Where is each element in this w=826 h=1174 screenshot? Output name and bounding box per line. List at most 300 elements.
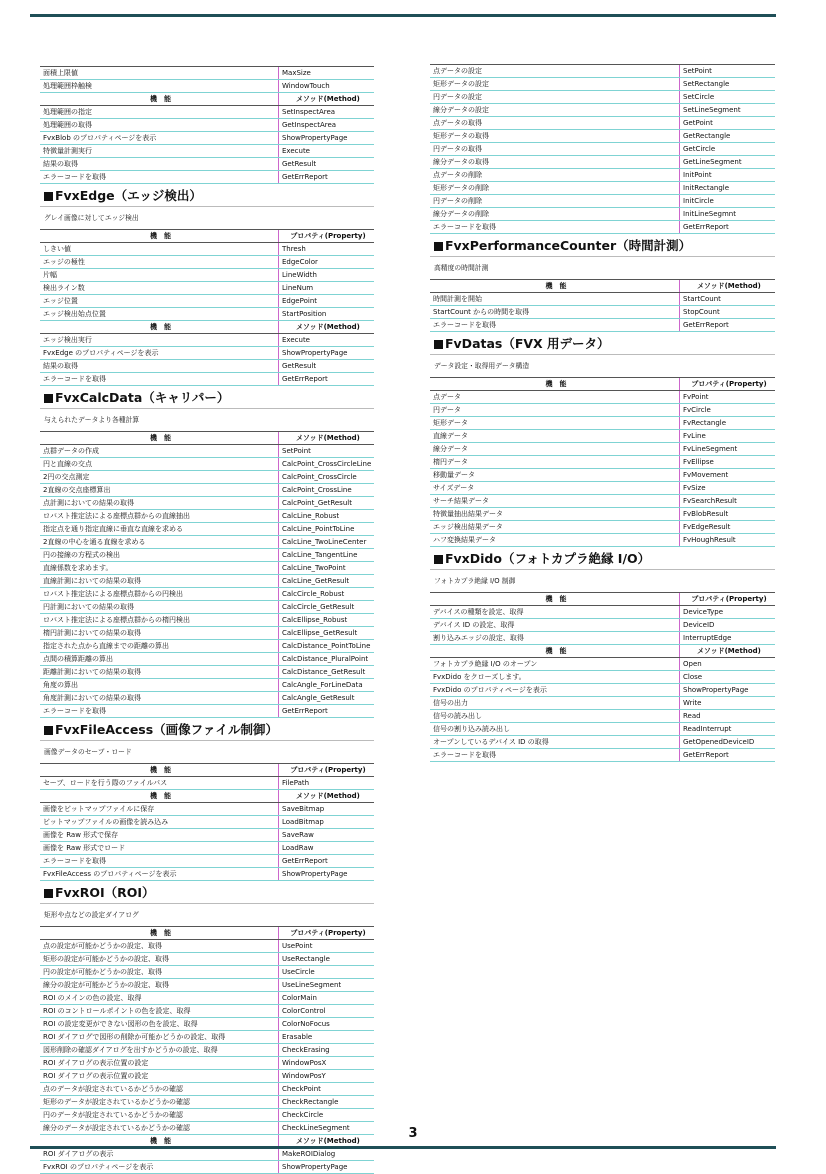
cell-function: 画像をビットマップファイルに保存	[40, 803, 279, 815]
column-header-member: メソッド(Method)	[296, 323, 360, 331]
table-row	[40, 1031, 374, 1044]
table-row	[40, 1083, 374, 1096]
cell-member: Execute	[282, 147, 310, 155]
cell-function: 円の設定が可能かどうかの設定、取得	[40, 966, 279, 978]
cell-member: ShowPropertyPage	[282, 870, 348, 878]
cell-member: SetPoint	[683, 67, 712, 75]
cell-function: 結果の取得	[40, 158, 279, 170]
cell-member: SetCircle	[683, 93, 715, 101]
cell-function: 検出ライン数	[40, 282, 279, 294]
cell-function: 指定点を通り指定直線に垂直な直線を求める	[40, 523, 279, 535]
square-bullet-icon	[434, 340, 443, 349]
table-row	[430, 710, 775, 723]
cell-function: 画像を Raw 形式でロード	[40, 842, 279, 854]
cell-member: ReadInterrupt	[683, 725, 732, 733]
cell-member: ColorMain	[282, 994, 317, 1002]
cell-member: CalcAngle_GetResult	[282, 694, 355, 702]
fvxroi-properties-table	[40, 926, 374, 1135]
table-row	[40, 1018, 374, 1031]
table-row	[40, 360, 374, 373]
cell-member: FvPoint	[683, 393, 709, 401]
table-row	[430, 658, 775, 671]
table-row	[40, 653, 374, 666]
table-row	[40, 295, 374, 308]
cell-function: 画像を Raw 形式で保存	[40, 829, 279, 841]
cell-function: エラーコードを取得	[430, 221, 680, 233]
section-desc-fvxdido: フォトカプラ絶縁 I/O 制御	[430, 569, 775, 592]
cell-function: 割り込みエッジの設定、取得	[430, 632, 680, 644]
cell-function: ROI ダイアログで図形の削除か可能かどうかの設定、取得	[40, 1031, 279, 1043]
cell-member: Close	[683, 673, 703, 681]
cell-member: CalcDistance_PluralPoint	[282, 655, 369, 663]
cell-member: FvBlobResult	[683, 510, 729, 518]
table-row	[40, 705, 374, 718]
cell-function: 線分のデータが設定されているかどうかの確認	[40, 1122, 279, 1134]
cell-function: 線分データの設定	[430, 104, 680, 116]
cell-member: LineNum	[282, 284, 314, 292]
cell-member: CalcLine_TwoLineCenter	[282, 538, 367, 546]
cell-member: FvEllipse	[683, 458, 714, 466]
cell-function: 楕円計測においての結果の取得	[40, 627, 279, 639]
table-header-row	[430, 280, 775, 293]
cell-member: SaveRaw	[282, 831, 314, 839]
table-row	[40, 692, 374, 705]
fvxdido-methods-table	[430, 645, 775, 762]
table-header-row	[40, 230, 374, 243]
table-row	[40, 1070, 374, 1083]
table-row	[40, 614, 374, 627]
table-row	[430, 404, 775, 417]
cell-member: DeviceID	[683, 621, 715, 629]
cell-function: 2円の交点測定	[40, 471, 279, 483]
section-title-text: FvDatas（FVX 用データ）	[445, 336, 610, 351]
table-row	[430, 469, 775, 482]
cell-function: 指定された点から直線までの距離の算出	[40, 640, 279, 652]
cell-member: SetLineSegment	[683, 106, 741, 114]
cell-function: 点間の積算距離の算出	[40, 653, 279, 665]
cell-function: エッジの極性	[40, 256, 279, 268]
square-bullet-icon	[434, 555, 443, 564]
cell-member: FvLine	[683, 432, 706, 440]
table-row	[430, 130, 775, 143]
column-header-function: 機 能	[40, 230, 279, 242]
cell-function: FvxDido をクローズします。	[430, 671, 680, 683]
table-row	[430, 182, 775, 195]
column-header-member: プロパティ(Property)	[691, 595, 767, 603]
cell-member: CalcLine_TwoPoint	[282, 564, 346, 572]
cell-function: 線分データの取得	[430, 156, 680, 168]
cell-member: InitPoint	[683, 171, 712, 179]
table-row	[40, 601, 374, 614]
top-rule	[30, 14, 776, 17]
cell-member: GetPoint	[683, 119, 713, 127]
section-title-fvxedge	[40, 184, 374, 206]
column-header-function: 機 能	[40, 927, 279, 939]
table-row	[430, 195, 775, 208]
table-row	[430, 749, 775, 762]
table-row	[430, 723, 775, 736]
cell-function: サイズデータ	[430, 482, 680, 494]
table-row	[40, 171, 374, 184]
cell-function: 信号の出力	[430, 697, 680, 709]
cell-function: 時間計測を開始	[430, 293, 680, 305]
cell-member: FilePath	[282, 779, 310, 787]
cell-member: ShowPropertyPage	[282, 349, 348, 357]
cell-function: 矩形データの削除	[430, 182, 680, 194]
cell-member: ShowPropertyPage	[282, 134, 348, 142]
table-row	[40, 458, 374, 471]
cell-member: FvHoughResult	[683, 536, 736, 544]
cell-function: 円データの取得	[430, 143, 680, 155]
cell-function: 点データの削除	[430, 169, 680, 181]
cell-member: Open	[683, 660, 702, 668]
table-row	[430, 208, 775, 221]
table-row	[430, 117, 775, 130]
cell-function: 信号の割り込み読み出し	[430, 723, 680, 735]
table-row	[40, 816, 374, 829]
table-row	[40, 829, 374, 842]
table-row	[40, 334, 374, 347]
column-header-function: 機 能	[430, 280, 680, 292]
cell-function: 矩形のデータが設定されているかどうかの確認	[40, 1096, 279, 1108]
table-row	[430, 65, 775, 78]
fvxfileaccess-properties-table	[40, 763, 374, 790]
cell-function: ROI のメインの色の設定、取得	[40, 992, 279, 1004]
section-title-text: FvxROI（ROI）	[55, 885, 155, 900]
cell-function: エッジ検出結果データ	[430, 521, 680, 533]
table-row	[430, 671, 775, 684]
cell-member: StartPosition	[282, 310, 327, 318]
cell-member: GetInspectArea	[282, 121, 337, 129]
table-header-row	[430, 645, 775, 658]
fvxedge-properties-table	[40, 229, 374, 321]
table-row	[40, 588, 374, 601]
cell-function: デバイス ID の設定、取得	[430, 619, 680, 631]
section-desc-fvxfileaccess: 画像データのセーブ・ロード	[40, 740, 374, 763]
table-row	[40, 627, 374, 640]
fvdatas-properties-table	[430, 377, 775, 547]
cell-function: 角度の算出	[40, 679, 279, 691]
cell-member: UseRectangle	[282, 955, 330, 963]
cell-function: 円のデータが設定されているかどうかの確認	[40, 1109, 279, 1121]
cell-function: 2直線の交点座標算出	[40, 484, 279, 496]
cell-function: StartCount からの時間を取得	[430, 306, 680, 318]
table-row	[40, 523, 374, 536]
cell-member: UsePoint	[282, 942, 313, 950]
table-header-row	[40, 321, 374, 334]
table-row	[40, 549, 374, 562]
column-header-member: メソッド(Method)	[296, 1137, 360, 1145]
cell-member: ShowPropertyPage	[683, 686, 749, 694]
cell-member: FvEdgeResult	[683, 523, 731, 531]
cell-member: SetInspectArea	[282, 108, 336, 116]
cell-function: 円データの削除	[430, 195, 680, 207]
table-row	[40, 269, 374, 282]
cell-member: InitLineSegmnt	[683, 210, 736, 218]
table-row	[40, 256, 374, 269]
cell-member: WindowPosX	[282, 1059, 327, 1067]
bottom-rule	[30, 1146, 776, 1149]
cell-member: InitRectangle	[683, 184, 730, 192]
cell-member: StopCount	[683, 308, 720, 316]
cell-member: FvSearchResult	[683, 497, 737, 505]
table-header-row	[40, 764, 374, 777]
cell-function: ROI のコントロールポイントの色を設定、取得	[40, 1005, 279, 1017]
column-header-function: 機 能	[40, 93, 279, 105]
section-title-fvxdido	[430, 547, 775, 569]
cell-member: SaveBitmap	[282, 805, 325, 813]
section-title-fvxfileaccess	[40, 718, 374, 740]
table-row	[40, 1109, 374, 1122]
table-row	[40, 445, 374, 458]
table-row	[430, 91, 775, 104]
fvxdido-properties-table	[430, 592, 775, 645]
cell-member: ColorControl	[282, 1007, 326, 1015]
section-desc-fvxcalcdata: 与えられたデータより各種計算	[40, 408, 374, 431]
cell-member: CalcDistance_GetResult	[282, 668, 366, 676]
cell-member: CheckCircle	[282, 1111, 324, 1119]
cell-function: 図形削除の確認ダイアログを出すかどうかの設定、取得	[40, 1044, 279, 1056]
cell-member: WindowTouch	[282, 82, 330, 90]
table-row	[430, 143, 775, 156]
cell-member: UseCircle	[282, 968, 315, 976]
column-header-member: プロパティ(Property)	[290, 232, 366, 240]
cell-member: GetRectangle	[683, 132, 731, 140]
cell-function: 点データの設定	[430, 65, 680, 77]
cell-member: MakeROIDialog	[282, 1150, 336, 1158]
cell-member: CalcDistance_PointToLine	[282, 642, 371, 650]
table-row	[40, 106, 374, 119]
table-row	[40, 119, 374, 132]
column-header-function: 機 能	[40, 432, 279, 444]
cell-function: 処理範囲の取得	[40, 119, 279, 131]
square-bullet-icon	[44, 192, 53, 201]
table-header-row	[40, 93, 374, 106]
cell-member: CheckLineSegment	[282, 1124, 350, 1132]
table-row	[40, 497, 374, 510]
fvxperformancecounter-methods-table	[430, 279, 775, 332]
section-title-fvxroi	[40, 881, 374, 903]
cell-function: 処理範囲の指定	[40, 106, 279, 118]
cell-function: FvxROI のプロパティページを表示	[40, 1161, 279, 1173]
cell-member: WindowPosY	[282, 1072, 326, 1080]
column-header-function: 機 能	[430, 645, 680, 657]
table-row	[430, 293, 775, 306]
cell-member: FvCircle	[683, 406, 711, 414]
section-title-text: FvxPerformanceCounter（時間計測）	[445, 238, 692, 253]
cell-member: CalcEllipse_GetResult	[282, 629, 358, 637]
cell-member: CalcLine_Robust	[282, 512, 340, 520]
cell-function: フォトカプラ絶縁 I/O のオープン	[430, 658, 680, 670]
cell-member: Execute	[282, 336, 310, 344]
table-row	[430, 508, 775, 521]
cell-member: FvRectangle	[683, 419, 727, 427]
cell-member: CheckErasing	[282, 1046, 330, 1054]
cell-function: エラーコードを取得	[40, 171, 279, 183]
cell-member: UseLineSegment	[282, 981, 342, 989]
table-row	[430, 104, 775, 117]
section-title-text: FvxDido（フォトカプラ絶縁 I/O）	[445, 551, 651, 566]
cell-function: ROI ダイアログの表示位置の設定	[40, 1057, 279, 1069]
cell-function: 矩形データ	[430, 417, 680, 429]
table-row	[40, 868, 374, 881]
cell-function: 直線計測においての結果の取得	[40, 575, 279, 587]
column-header-function: 機 能	[40, 790, 279, 802]
column-header-member: メソッド(Method)	[296, 434, 360, 442]
cell-member: InitCircle	[683, 197, 714, 205]
table-row	[430, 221, 775, 234]
cell-member: GetOpenedDeviceID	[683, 738, 755, 746]
left-column	[40, 66, 374, 1174]
cell-function: ハフ変換結果データ	[430, 534, 680, 546]
right-column	[430, 64, 775, 762]
cell-function: ROI の設定変更ができない図形の色を設定、取得	[40, 1018, 279, 1030]
table-row	[40, 940, 374, 953]
column-header-member: メソッド(Method)	[697, 647, 761, 655]
cell-member: CalcCircle_Robust	[282, 590, 345, 598]
cell-function: サーチ結果データ	[430, 495, 680, 507]
cell-member: DeviceType	[683, 608, 724, 616]
cell-function: 特徴量抽出結果データ	[430, 508, 680, 520]
cell-member: CalcLine_GetResult	[282, 577, 350, 585]
table-row	[430, 78, 775, 91]
cell-member: CalcAngle_ForLineData	[282, 681, 363, 689]
cell-function: ビットマップファイルの画像を読み込み	[40, 816, 279, 828]
cell-function: 信号の読み出し	[430, 710, 680, 722]
cell-function: ROI ダイアログの表示	[40, 1148, 279, 1160]
table-row	[40, 1044, 374, 1057]
table-row	[40, 308, 374, 321]
table-row	[40, 373, 374, 386]
table-row	[40, 979, 374, 992]
cell-member: SetRectangle	[683, 80, 730, 88]
cell-function: 線分データの削除	[430, 208, 680, 220]
cell-function: 点データ	[430, 391, 680, 403]
table-row	[430, 736, 775, 749]
cell-function: デバイスの種類を設定、取得	[430, 606, 680, 618]
table-row	[430, 606, 775, 619]
table-row	[40, 842, 374, 855]
cell-member: Write	[683, 699, 702, 707]
cell-function: 面積上限値	[40, 67, 279, 79]
table-row	[430, 521, 775, 534]
cell-member: CalcEllipse_Robust	[282, 616, 348, 624]
table-row	[430, 619, 775, 632]
left-top-methods	[40, 93, 374, 184]
table-row	[430, 417, 775, 430]
cell-function: ROI ダイアログの表示位置の設定	[40, 1070, 279, 1082]
fvxedge-methods-table	[40, 321, 374, 386]
cell-member: GetErrReport	[282, 173, 328, 181]
table-row	[40, 243, 374, 256]
cell-member: GetCircle	[683, 145, 716, 153]
table-row	[40, 471, 374, 484]
table-row	[40, 1161, 374, 1174]
cell-function: ロバスト推定法による座標点群からの直線抽出	[40, 510, 279, 522]
cell-function: エラーコードを取得	[40, 373, 279, 385]
column-header-member: メソッド(Method)	[296, 95, 360, 103]
cell-member: ColorNoFocus	[282, 1020, 330, 1028]
cell-member: CheckRectangle	[282, 1098, 339, 1106]
cell-function: 結果の取得	[40, 360, 279, 372]
cell-function: 矩形データの取得	[430, 130, 680, 142]
table-row	[430, 697, 775, 710]
table-row	[430, 443, 775, 456]
cell-member: StartCount	[683, 295, 721, 303]
cell-function: 点群データの作成	[40, 445, 279, 457]
table-row	[40, 67, 374, 80]
cell-member: GetErrReport	[282, 375, 328, 383]
cell-function: 点のデータが設定されているかどうかの確認	[40, 1083, 279, 1095]
table-row	[430, 319, 775, 332]
cell-member: MaxSize	[282, 69, 311, 77]
table-row	[40, 1148, 374, 1161]
cell-function: しきい値	[40, 243, 279, 255]
cell-member: GetResult	[282, 160, 317, 168]
cell-function: エラーコードを取得	[430, 319, 680, 331]
cell-function: エラーコードを取得	[430, 749, 680, 761]
section-title-fvdatas	[430, 332, 775, 354]
square-bullet-icon	[44, 394, 53, 403]
table-row	[430, 482, 775, 495]
cell-function: 線分の設定が可能かどうかの設定、取得	[40, 979, 279, 991]
table-row	[430, 456, 775, 469]
square-bullet-icon	[44, 726, 53, 735]
left-top-table	[40, 66, 374, 93]
column-header-function: 機 能	[40, 321, 279, 333]
table-row	[430, 534, 775, 547]
column-header-member: プロパティ(Property)	[691, 380, 767, 388]
section-desc-fvxedge: グレイ画像に対してエッジ検出	[40, 206, 374, 229]
cell-function: エッジ検出実行	[40, 334, 279, 346]
cell-function: 円データ	[430, 404, 680, 416]
table-header-row	[430, 378, 775, 391]
table-row	[430, 156, 775, 169]
table-row	[40, 1005, 374, 1018]
cell-function: FvxDido のプロパティページを表示	[430, 684, 680, 696]
cell-function: 円データの設定	[430, 91, 680, 103]
cell-function: エラーコードを取得	[40, 855, 279, 867]
table-row	[430, 684, 775, 697]
cell-member: EdgeColor	[282, 258, 318, 266]
table-row	[40, 953, 374, 966]
cell-member: CalcCircle_GetResult	[282, 603, 355, 611]
section-title-fvxperformancecounter	[430, 234, 775, 256]
cell-member: CalcLine_PointToLine	[282, 525, 355, 533]
cell-function: 特徴量計測実行	[40, 145, 279, 157]
table-row	[40, 132, 374, 145]
cell-function: オープンしているデバイス ID の取得	[430, 736, 680, 748]
table-row	[40, 80, 374, 93]
table-row	[430, 495, 775, 508]
cell-member: FvLineSegment	[683, 445, 738, 453]
column-header-member: メソッド(Method)	[697, 282, 761, 290]
cell-member: CheckPoint	[282, 1085, 321, 1093]
cell-function: FvxFileAccess のプロパティページを表示	[40, 868, 279, 880]
cell-function: 矩形データの設定	[430, 78, 680, 90]
table-row	[40, 536, 374, 549]
table-row	[430, 632, 775, 645]
page-number: 3	[408, 1126, 418, 1141]
column-header-function: 機 能	[40, 764, 279, 776]
cell-function: 楕円データ	[430, 456, 680, 468]
cell-function: エラーコードを取得	[40, 705, 279, 717]
cell-function: 点データの取得	[430, 117, 680, 129]
cell-function: セーブ、ロードを行う際のファイルパス	[40, 777, 279, 789]
cell-function: 点の設定が可能かどうかの設定、取得	[40, 940, 279, 952]
fvxfileaccess-methods-table	[40, 790, 374, 881]
cell-function: 処理範囲枠触検	[40, 80, 279, 92]
